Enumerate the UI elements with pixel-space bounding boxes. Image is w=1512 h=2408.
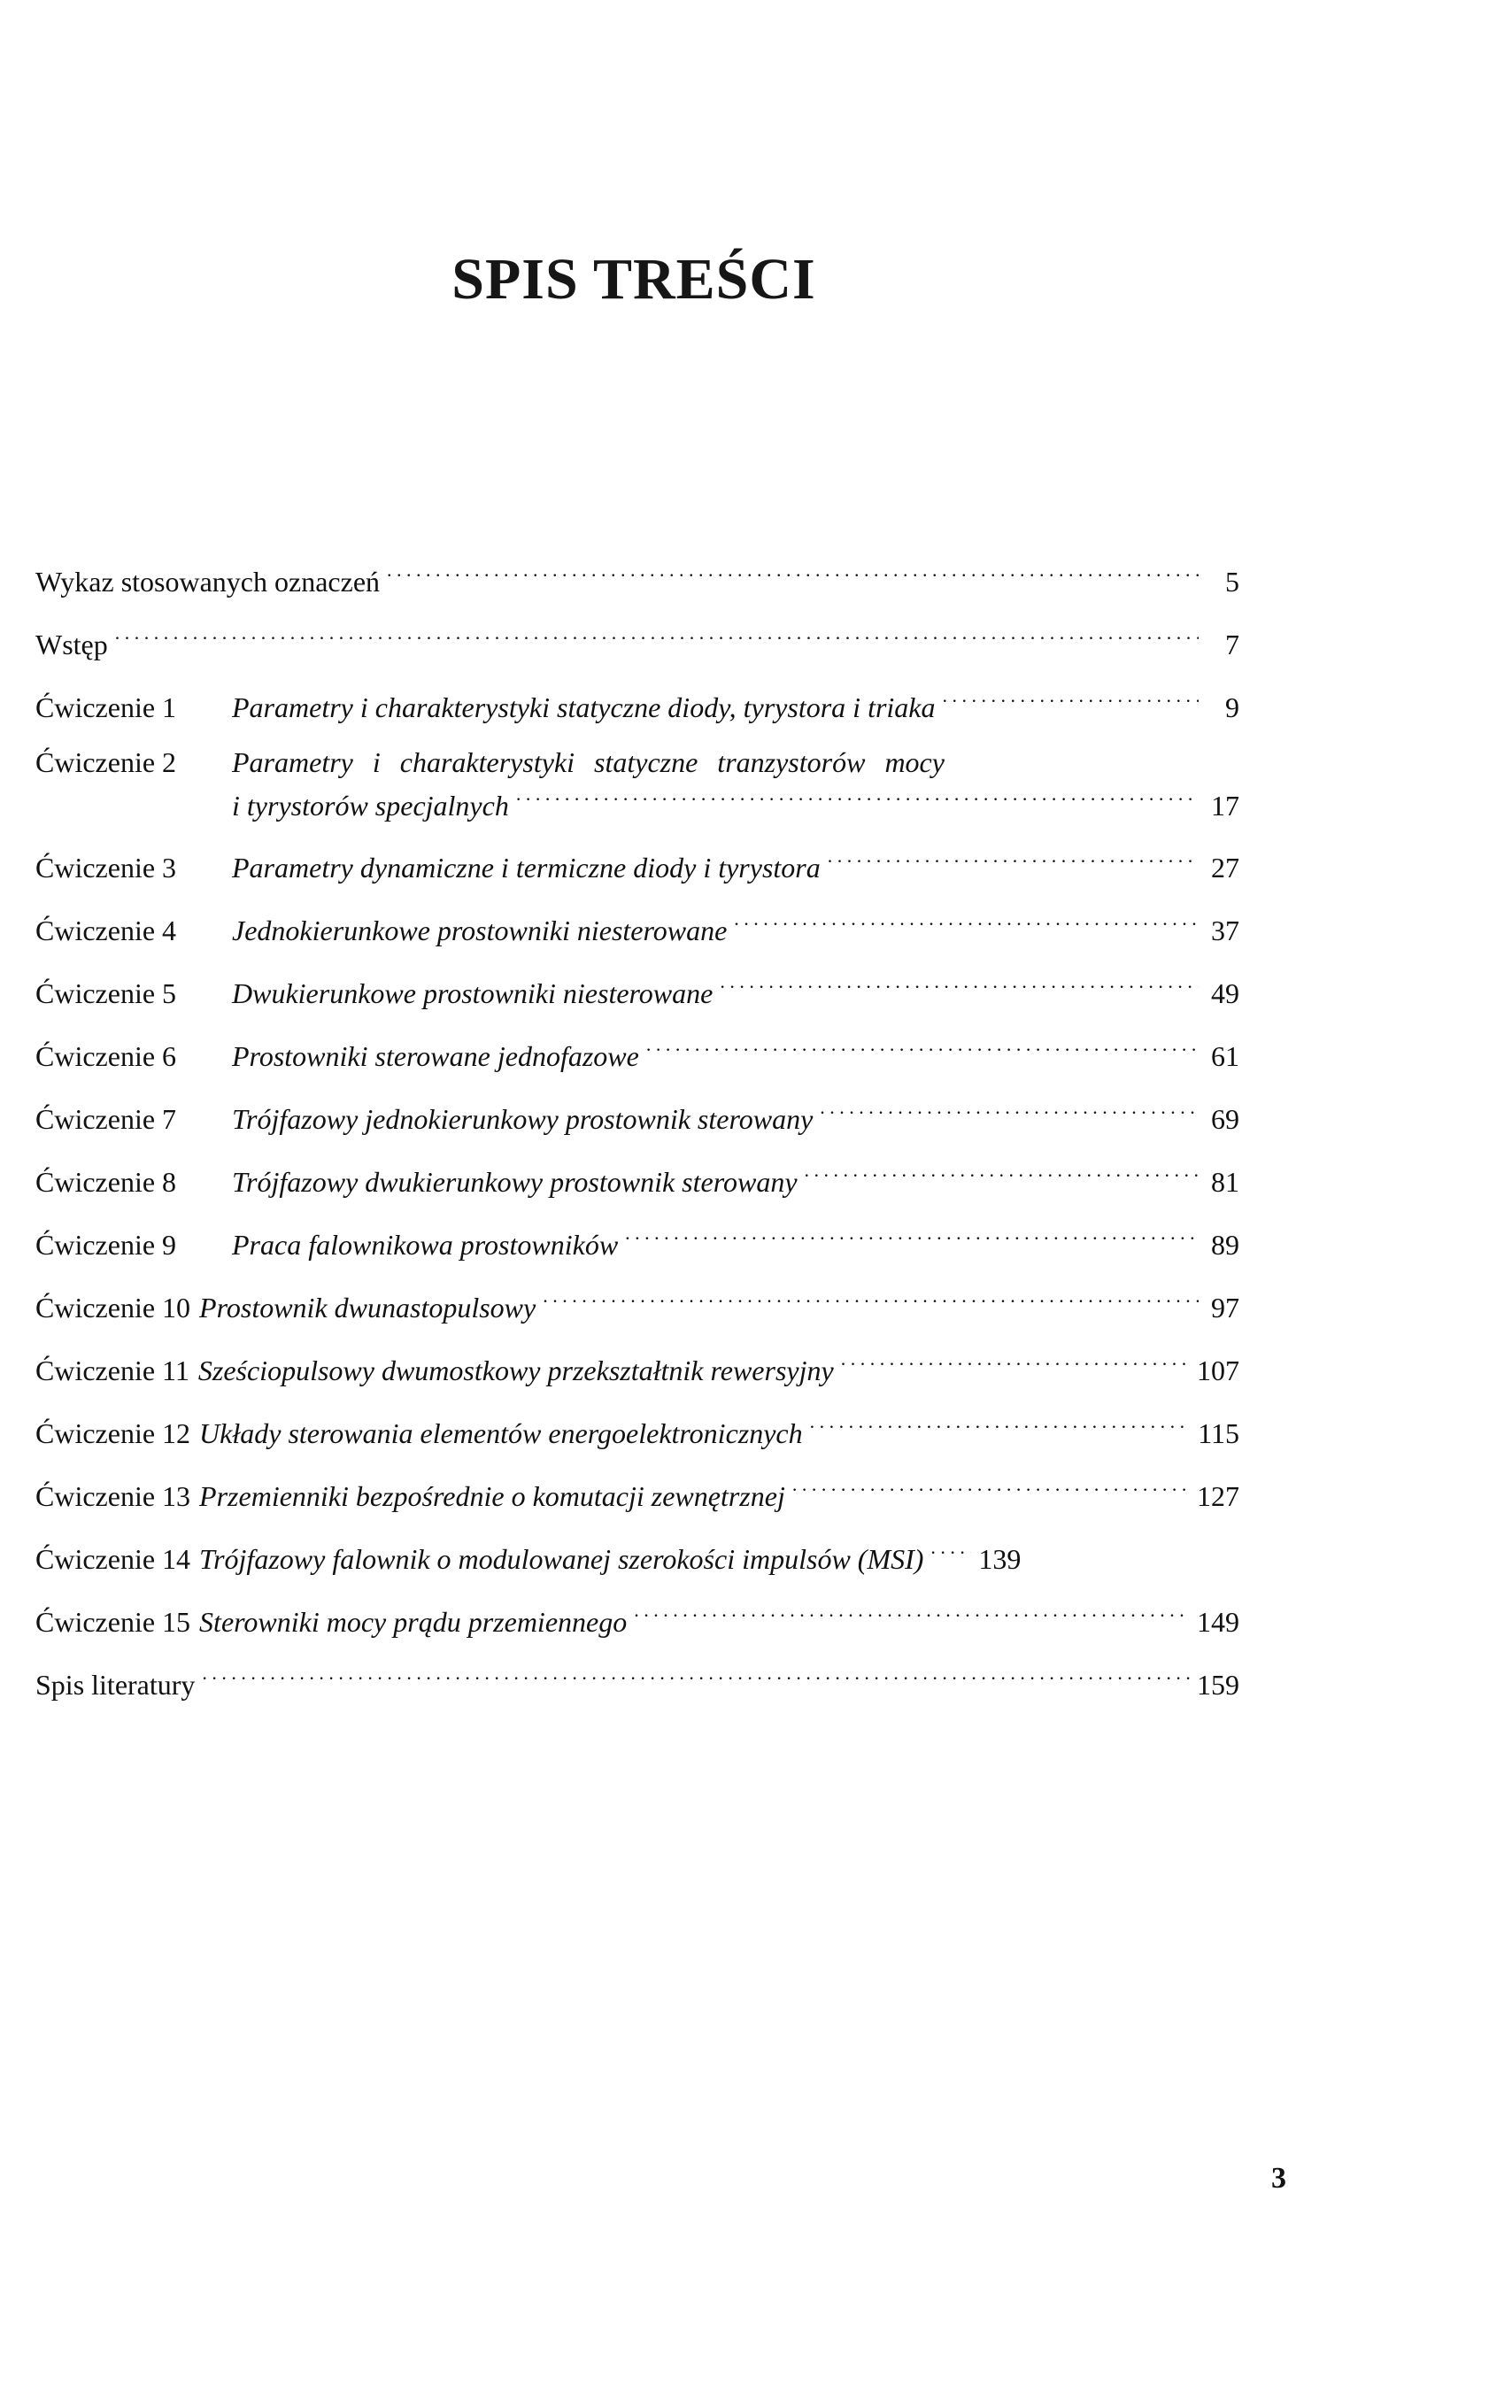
toc-entry-page: 97 [1211, 1292, 1239, 1324]
toc-entry-title: Trójfazowy jednokierunkowy prostownik sterowany [232, 1103, 814, 1135]
toc-entry-title: Parametry dynamiczne i termiczne diody i tyrystora [232, 852, 821, 884]
toc-entry-label: Wstęp [35, 629, 108, 660]
toc-entry-page: 27 [1211, 852, 1239, 884]
page-number: 3 [1271, 2162, 1286, 2195]
dot-leader [543, 1282, 1199, 1317]
toc-entry-title-line1: Parametry i charakterystyki statyczne tranzystorów mocy [232, 746, 945, 778]
toc-entry-exercise-15[interactable] [35, 1596, 1239, 1659]
toc-entry-exercise-12[interactable] [35, 1408, 1239, 1470]
toc-entry-page: 159 [1197, 1669, 1239, 1701]
table-of-contents [35, 556, 1239, 1722]
toc-entry-label: Ćwiczenie 14 [35, 1543, 191, 1575]
toc-entry-title: Trójfazowy falownik o modulowanej szerokości impulsów (MSI) [199, 1543, 924, 1575]
toc-entry-page: 17 [1211, 790, 1239, 822]
toc-entry-title: Sześciopulsowy dwumostkowy przekształtnik rewersyjny [197, 1354, 834, 1386]
toc-entry-exercise-14[interactable] [35, 1533, 1239, 1596]
toc-entry-label: Ćwiczenie 8 [35, 1166, 177, 1198]
toc-entry-exercise-11[interactable] [35, 1345, 1239, 1408]
toc-entry-page: 89 [1211, 1229, 1239, 1261]
toc-entry-title: Praca falownikowa prostowników [232, 1229, 619, 1261]
toc-entry-page: 69 [1211, 1103, 1239, 1135]
dot-leader [734, 905, 1199, 940]
toc-entry-page: 139 [978, 1543, 1022, 1575]
toc-entry-label: Ćwiczenie 9 [35, 1229, 177, 1261]
toc-entry-exercise-10[interactable] [35, 1282, 1239, 1345]
toc-entry-page: 7 [1225, 629, 1239, 660]
toc-entry-title-line2: i tyrystorów specjalnych [232, 790, 509, 822]
toc-entry-exercise-9[interactable] [35, 1219, 1239, 1282]
dot-leader [792, 1470, 1190, 1506]
toc-entry-page: 107 [1197, 1354, 1239, 1386]
toc-entry-label: Ćwiczenie 11 [35, 1354, 189, 1386]
toc-entry-label: Ćwiczenie 13 [35, 1480, 191, 1512]
toc-entry-introduction[interactable] [35, 619, 1239, 682]
toc-entry-exercise-2[interactable] [35, 745, 1239, 842]
dot-leader [516, 780, 1199, 815]
page-title: SPIS TREŚCI [451, 247, 816, 312]
toc-entry-label: Ćwiczenie 2 [35, 746, 177, 778]
toc-entry-title: Sterowniki mocy prądu przemiennego [199, 1606, 628, 1638]
toc-entry-label: Wykaz stosowanych oznaczeń [35, 566, 381, 598]
toc-entry-exercise-5[interactable] [35, 968, 1239, 1030]
toc-entry-label: Ćwiczenie 12 [35, 1417, 191, 1449]
dot-leader [828, 842, 1199, 877]
toc-entry-title: Przemienniki bezpośrednie o komutacji zewnętrznej [199, 1480, 785, 1512]
dot-leader [202, 1659, 1190, 1694]
toc-entry-title: Prostownik dwunastopulsowy [199, 1292, 536, 1324]
toc-entry-label: Ćwiczenie 15 [35, 1606, 191, 1638]
dot-leader [646, 1030, 1199, 1066]
dot-leader [930, 1533, 971, 1569]
toc-entry-page: 37 [1211, 915, 1239, 946]
toc-entry-title: Układy sterowania elementów energoelektronicznych [199, 1417, 803, 1449]
toc-entry-page: 81 [1211, 1166, 1239, 1198]
toc-entry-exercise-7[interactable] [35, 1093, 1239, 1156]
toc-entry-title: Jednokierunkowe prostowniki niesterowane [232, 915, 728, 946]
dot-leader [810, 1408, 1192, 1443]
toc-entry-label: Spis literatury [35, 1669, 196, 1701]
toc-entry-page: 5 [1225, 566, 1239, 598]
toc-entry-exercise-3[interactable] [35, 842, 1239, 905]
toc-entry-page: 115 [1198, 1417, 1239, 1449]
toc-entry-exercise-1[interactable] [35, 682, 1239, 745]
toc-entry-symbols[interactable] [35, 556, 1239, 619]
toc-entry-title: Trójfazowy dwukierunkowy prostownik sterowany [232, 1166, 798, 1198]
dot-leader [943, 682, 1200, 717]
toc-entry-page: 127 [1197, 1480, 1239, 1512]
toc-entry-bibliography[interactable] [35, 1659, 1239, 1722]
toc-entry-title: Parametry i charakterystyki statyczne diody, tyrystora i triaka [232, 691, 936, 723]
dot-leader [634, 1596, 1190, 1632]
dot-leader [805, 1156, 1199, 1192]
toc-entry-label: Ćwiczenie 4 [35, 915, 177, 946]
toc-entry-page: 61 [1211, 1040, 1239, 1072]
dot-leader [820, 1093, 1199, 1129]
toc-entry-title: Prostowniki sterowane jednofazowe [232, 1040, 639, 1072]
toc-entry-exercise-13[interactable] [35, 1470, 1239, 1533]
toc-entry-label: Ćwiczenie 1 [35, 691, 177, 723]
toc-entry-label: Ćwiczenie 3 [35, 852, 177, 884]
dot-leader [387, 556, 1199, 591]
toc-entry-exercise-4[interactable] [35, 905, 1239, 968]
toc-entry-label: Ćwiczenie 7 [35, 1103, 177, 1135]
dot-leader [115, 619, 1199, 654]
toc-entry-page: 9 [1225, 691, 1239, 723]
dot-leader [625, 1219, 1199, 1254]
toc-entry-exercise-8[interactable] [35, 1156, 1239, 1219]
toc-entry-title: Dwukierunkowe prostowniki niesterowane [232, 977, 714, 1009]
toc-entry-label: Ćwiczenie 6 [35, 1040, 177, 1072]
dot-leader [720, 968, 1199, 1003]
toc-entry-label: Ćwiczenie 10 [35, 1292, 191, 1324]
toc-entry-label: Ćwiczenie 5 [35, 977, 177, 1009]
toc-entry-page: 49 [1211, 977, 1239, 1009]
toc-entry-exercise-6[interactable] [35, 1030, 1239, 1093]
dot-leader [841, 1345, 1190, 1380]
toc-entry-page: 149 [1197, 1606, 1239, 1638]
